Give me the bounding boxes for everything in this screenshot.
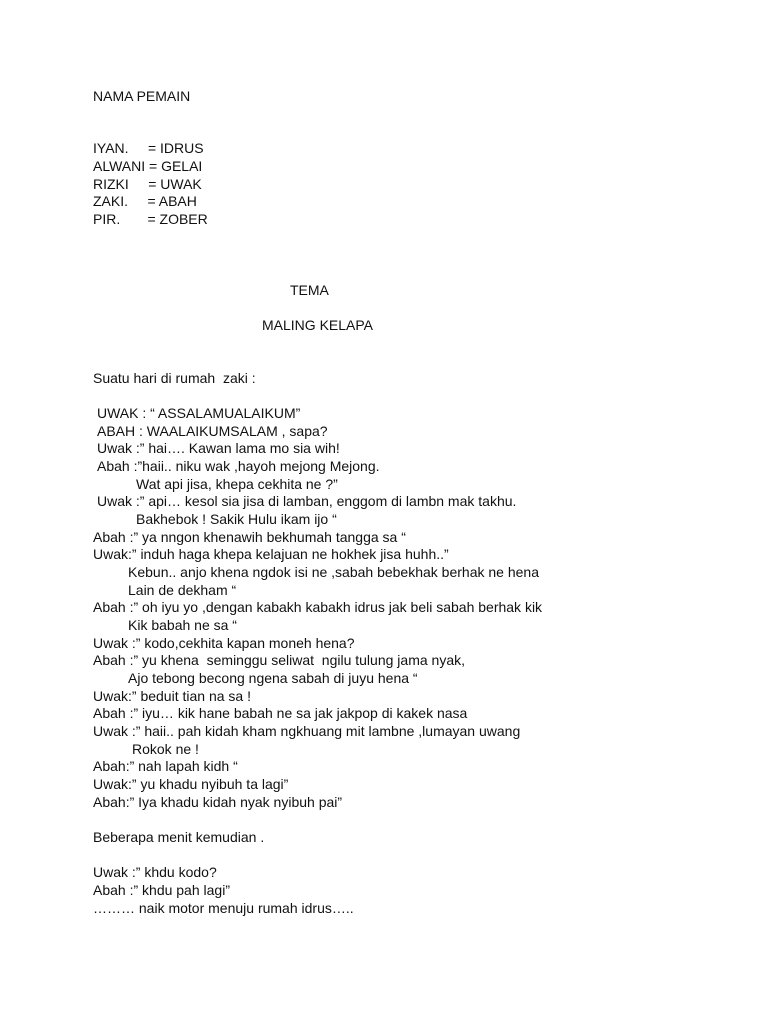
dialogue-line: Abah:” Iya khadu kidah nyak nyibuh pai” [93,794,343,810]
theme-title: MALING KELAPA [262,317,374,333]
dialogue-continuation: Wat api jisa, khepa cekhita ne ?” [136,476,338,492]
cast-line: PIR. = ZOBER [93,211,208,227]
theme-label: TEMA [290,282,329,298]
dialogue-line: Abah :” iyu… kik hane babah ne sa jak jakpop di kakek nasa [93,705,468,721]
dialogue-line: Uwak :” haii.. pah kidah kham ngkhuang mit lambne ,lumayan uwang [93,723,521,739]
cast-line: IYAN. = IDRUS [93,140,204,156]
dialogue-continuation: Kebun.. anjo khena ngdok isi ne ,sabah bebekhak berhak ne hena [128,564,539,580]
dialogue-line: Abah :” khdu pah lagi” [93,882,230,898]
dialogue-line: Abah :” yu khena seminggu seliwat ngilu tulung jama nyak, [93,652,465,668]
dialogue-line: Uwak :” api… kesol sia jisa di lamban, enggom di lambn mak takhu. [97,493,517,509]
dialogue-line: Uwak:” beduit tian na sa ! [93,688,251,704]
stage-direction: ……… naik motor menuju rumah idrus….. [93,900,354,916]
dialogue-line: Uwak :” kodo,cekhita kapan moneh hena? [93,635,355,651]
scene-intro: Suatu hari di rumah zaki : [93,370,256,386]
scene-transition: Beberapa menit kemudian . [93,829,265,845]
dialogue-line: Abah :” ya nngon khenawih bekhumah tangga sa “ [93,529,406,545]
dialogue-continuation: Lain de dekham “ [128,582,237,598]
dialogue-line: ABAH : WAALAIKUMSALAM , sapa? [97,423,328,439]
dialogue-line: Abah:” nah lapah kidh “ [93,758,238,774]
dialogue-line: Uwak:” induh haga khepa kelajuan ne hokhek jisa huhh..” [93,546,449,562]
dialogue-continuation: Kik babah ne sa “ [128,617,237,633]
cast-line: RIZKI = UWAK [93,176,202,192]
dialogue-line: Abah :” oh iyu yo ,dengan kabakh kabakh idrus jak beli sabah berhak kik [93,599,543,615]
cast-line: ZAKI. = ABAH [93,193,197,209]
dialogue-line: UWAK : “ ASSALAMUALAIKUM” [97,405,301,421]
dialogue-continuation: Ajo tebong becong ngena sabah di juyu hena “ [128,670,418,686]
dialogue-line: Uwak :” khdu kodo? [93,864,217,880]
cast-heading: NAMA PEMAIN [93,88,191,104]
dialogue-line: Uwak :” hai…. Kawan lama mo sia wih! [97,440,340,456]
cast-line: ALWANI = GELAI [93,158,203,174]
dialogue-line: Uwak:” yu khadu nyibuh ta lagi” [93,776,289,792]
dialogue-continuation: Rokok ne ! [132,741,199,757]
dialogue-line: Abah :”haii.. niku wak ,hayoh mejong Mejong. [97,458,380,474]
dialogue-continuation: Bakhebok ! Sakik Hulu ikam ijo “ [136,511,337,527]
